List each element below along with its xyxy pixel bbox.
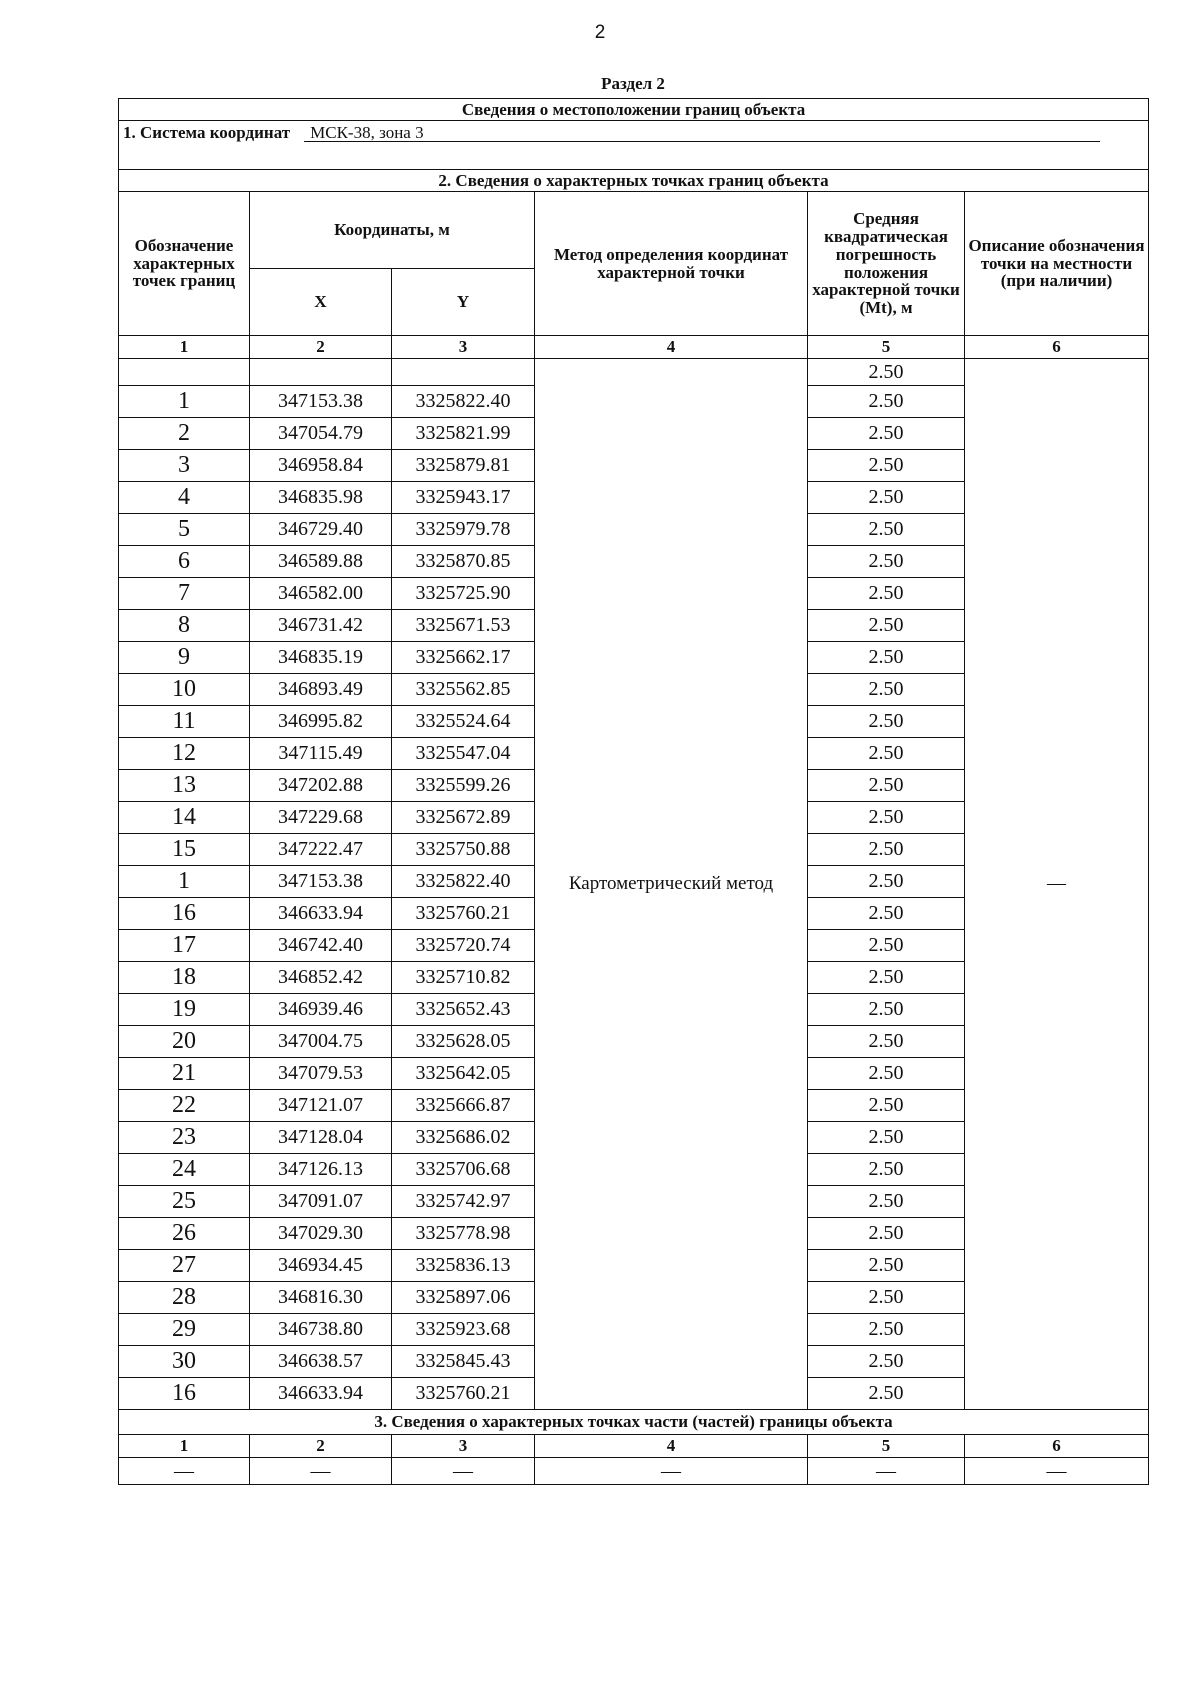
error-cell: 2.50 bbox=[808, 1314, 965, 1346]
dash-cell: — bbox=[965, 1458, 1149, 1485]
x-coordinate-cell: 347202.88 bbox=[250, 770, 392, 802]
error-cell: 2.50 bbox=[808, 1122, 965, 1154]
header-coords: Координаты, м bbox=[250, 192, 535, 269]
y-coordinate-cell: 3325710.82 bbox=[392, 962, 535, 994]
point-number-cell: 22 bbox=[119, 1090, 250, 1122]
error-cell: 2.50 bbox=[808, 546, 965, 578]
point-number-cell: 19 bbox=[119, 994, 250, 1026]
x-coordinate-cell: 347029.30 bbox=[250, 1218, 392, 1250]
point-number-cell: 16 bbox=[119, 1378, 250, 1410]
error-cell: 2.50 bbox=[808, 514, 965, 546]
error-cell: 2.50 bbox=[808, 359, 965, 386]
header-description: Описание обозначения точки на местности (при наличии) bbox=[965, 192, 1149, 336]
x-coordinate-cell: 347153.38 bbox=[250, 866, 392, 898]
error-cell: 2.50 bbox=[808, 898, 965, 930]
error-cell: 2.50 bbox=[808, 386, 965, 418]
point-number-cell: 21 bbox=[119, 1058, 250, 1090]
y-coordinate-cell: 3325845.43 bbox=[392, 1346, 535, 1378]
y-coordinate-cell: 3325760.21 bbox=[392, 1378, 535, 1410]
point-number-cell: 13 bbox=[119, 770, 250, 802]
error-cell: 2.50 bbox=[808, 994, 965, 1026]
x-coordinate-cell: 347121.07 bbox=[250, 1090, 392, 1122]
point-number-cell: 18 bbox=[119, 962, 250, 994]
column-number: 4 bbox=[535, 1435, 808, 1458]
point-number-cell: 4 bbox=[119, 482, 250, 514]
y-coordinate-cell: 3325742.97 bbox=[392, 1186, 535, 1218]
empty-cell bbox=[119, 359, 250, 386]
error-cell: 2.50 bbox=[808, 578, 965, 610]
error-cell: 2.50 bbox=[808, 1186, 965, 1218]
point-number-cell: 6 bbox=[119, 546, 250, 578]
error-cell: 2.50 bbox=[808, 674, 965, 706]
error-cell: 2.50 bbox=[808, 866, 965, 898]
error-cell: 2.50 bbox=[808, 1218, 965, 1250]
y-coordinate-cell: 3325652.43 bbox=[392, 994, 535, 1026]
y-coordinate-cell: 3325642.05 bbox=[392, 1058, 535, 1090]
point-number-cell: 1 bbox=[119, 866, 250, 898]
x-coordinate-cell: 346852.42 bbox=[250, 962, 392, 994]
column-number: 2 bbox=[250, 336, 392, 359]
x-coordinate-cell: 347222.47 bbox=[250, 834, 392, 866]
y-coordinate-cell: 3325760.21 bbox=[392, 898, 535, 930]
y-coordinate-cell: 3325524.64 bbox=[392, 706, 535, 738]
point-number-cell: 28 bbox=[119, 1282, 250, 1314]
error-cell: 2.50 bbox=[808, 706, 965, 738]
y-coordinate-cell: 3325870.85 bbox=[392, 546, 535, 578]
error-cell: 2.50 bbox=[808, 1026, 965, 1058]
column-number: 6 bbox=[965, 336, 1149, 359]
point-number-cell: 8 bbox=[119, 610, 250, 642]
x-coordinate-cell: 346589.88 bbox=[250, 546, 392, 578]
point-number-cell: 9 bbox=[119, 642, 250, 674]
y-coordinate-cell: 3325562.85 bbox=[392, 674, 535, 706]
x-coordinate-cell: 346958.84 bbox=[250, 450, 392, 482]
point-number-cell: 14 bbox=[119, 802, 250, 834]
point-number-cell: 7 bbox=[119, 578, 250, 610]
y-coordinate-cell: 3325822.40 bbox=[392, 866, 535, 898]
y-coordinate-cell: 3325720.74 bbox=[392, 930, 535, 962]
method-cell: Картометрический метод bbox=[535, 359, 808, 1410]
column-number: 6 bbox=[965, 1435, 1149, 1458]
point-number-cell: 23 bbox=[119, 1122, 250, 1154]
error-cell: 2.50 bbox=[808, 1090, 965, 1122]
coord-system-spacer bbox=[119, 145, 1149, 170]
x-coordinate-cell: 346731.42 bbox=[250, 610, 392, 642]
point-number-cell: 20 bbox=[119, 1026, 250, 1058]
error-cell: 2.50 bbox=[808, 1378, 965, 1410]
column-number: 1 bbox=[119, 1435, 250, 1458]
description-cell: — bbox=[965, 359, 1149, 1410]
column-number: 5 bbox=[808, 336, 965, 359]
x-coordinate-cell: 347128.04 bbox=[250, 1122, 392, 1154]
x-coordinate-cell: 347004.75 bbox=[250, 1026, 392, 1058]
error-cell: 2.50 bbox=[808, 610, 965, 642]
x-coordinate-cell: 346835.19 bbox=[250, 642, 392, 674]
y-coordinate-cell: 3325547.04 bbox=[392, 738, 535, 770]
x-coordinate-cell: 346582.00 bbox=[250, 578, 392, 610]
dash-cell: — bbox=[119, 1458, 250, 1485]
x-coordinate-cell: 346729.40 bbox=[250, 514, 392, 546]
x-coordinate-cell: 347153.38 bbox=[250, 386, 392, 418]
point-number-cell: 16 bbox=[119, 898, 250, 930]
error-cell: 2.50 bbox=[808, 802, 965, 834]
y-coordinate-cell: 3325778.98 bbox=[392, 1218, 535, 1250]
point-number-cell: 27 bbox=[119, 1250, 250, 1282]
y-coordinate-cell: 3325599.26 bbox=[392, 770, 535, 802]
page-number: 2 bbox=[594, 22, 606, 43]
error-cell: 2.50 bbox=[808, 738, 965, 770]
point-number-cell: 3 bbox=[119, 450, 250, 482]
y-coordinate-cell: 3325897.06 bbox=[392, 1282, 535, 1314]
error-cell: 2.50 bbox=[808, 482, 965, 514]
column-number: 3 bbox=[392, 336, 535, 359]
header-y: Y bbox=[392, 269, 535, 336]
error-cell: 2.50 bbox=[808, 1058, 965, 1090]
error-cell: 2.50 bbox=[808, 1250, 965, 1282]
point-number-cell: 15 bbox=[119, 834, 250, 866]
dash-cell: — bbox=[808, 1458, 965, 1485]
error-cell: 2.50 bbox=[808, 642, 965, 674]
y-coordinate-cell: 3325879.81 bbox=[392, 450, 535, 482]
error-cell: 2.50 bbox=[808, 962, 965, 994]
x-coordinate-cell: 346742.40 bbox=[250, 930, 392, 962]
point-number-cell: 12 bbox=[119, 738, 250, 770]
y-coordinate-cell: 3325686.02 bbox=[392, 1122, 535, 1154]
x-coordinate-cell: 346738.80 bbox=[250, 1314, 392, 1346]
y-coordinate-cell: 3325943.17 bbox=[392, 482, 535, 514]
y-coordinate-cell: 3325821.99 bbox=[392, 418, 535, 450]
y-coordinate-cell: 3325750.88 bbox=[392, 834, 535, 866]
point-number-cell: 29 bbox=[119, 1314, 250, 1346]
y-coordinate-cell: 3325822.40 bbox=[392, 386, 535, 418]
coord-system-value: МСК-38, зона 3 bbox=[304, 124, 1100, 143]
empty-cell bbox=[250, 359, 392, 386]
section-title: Раздел 2 bbox=[601, 74, 665, 93]
y-coordinate-cell: 3325628.05 bbox=[392, 1026, 535, 1058]
point-number-cell: 11 bbox=[119, 706, 250, 738]
dash-cell: — bbox=[392, 1458, 535, 1485]
header-x: X bbox=[250, 269, 392, 336]
header-designation: Обозначение характерных точек границ bbox=[119, 192, 250, 336]
error-cell: 2.50 bbox=[808, 1282, 965, 1314]
dash-cell: — bbox=[535, 1458, 808, 1485]
error-cell: 2.50 bbox=[808, 1346, 965, 1378]
y-coordinate-cell: 3325671.53 bbox=[392, 610, 535, 642]
x-coordinate-cell: 346939.46 bbox=[250, 994, 392, 1026]
y-coordinate-cell: 3325672.89 bbox=[392, 802, 535, 834]
point-number-cell: 1 bbox=[119, 386, 250, 418]
error-cell: 2.50 bbox=[808, 930, 965, 962]
y-coordinate-cell: 3325662.17 bbox=[392, 642, 535, 674]
error-cell: 2.50 bbox=[808, 770, 965, 802]
header-error: Средняя квадратическая погрешность положения характерной точки (Mt), м bbox=[808, 192, 965, 336]
boundary-table bbox=[118, 98, 1149, 1485]
points-section-title: 2. Сведения о характерных точках границ объекта bbox=[119, 170, 1149, 192]
location-title: Сведения о местоположении границ объекта bbox=[119, 99, 1149, 121]
x-coordinate-cell: 347126.13 bbox=[250, 1154, 392, 1186]
x-coordinate-cell: 346816.30 bbox=[250, 1282, 392, 1314]
error-cell: 2.50 bbox=[808, 1154, 965, 1186]
header-method: Метод определения координат характерной точки bbox=[535, 192, 808, 336]
point-number-cell: 2 bbox=[119, 418, 250, 450]
x-coordinate-cell: 347229.68 bbox=[250, 802, 392, 834]
x-coordinate-cell: 346633.94 bbox=[250, 1378, 392, 1410]
x-coordinate-cell: 347115.49 bbox=[250, 738, 392, 770]
x-coordinate-cell: 347054.79 bbox=[250, 418, 392, 450]
x-coordinate-cell: 347091.07 bbox=[250, 1186, 392, 1218]
dash-cell: — bbox=[250, 1458, 392, 1485]
x-coordinate-cell: 346893.49 bbox=[250, 674, 392, 706]
empty-cell bbox=[392, 359, 535, 386]
point-number-cell: 10 bbox=[119, 674, 250, 706]
parts-section-title: 3. Сведения о характерных точках части (частей) границы объекта bbox=[119, 1410, 1149, 1435]
column-number: 3 bbox=[392, 1435, 535, 1458]
point-number-cell: 26 bbox=[119, 1218, 250, 1250]
error-cell: 2.50 bbox=[808, 834, 965, 866]
x-coordinate-cell: 346995.82 bbox=[250, 706, 392, 738]
error-cell: 2.50 bbox=[808, 418, 965, 450]
x-coordinate-cell: 347079.53 bbox=[250, 1058, 392, 1090]
y-coordinate-cell: 3325706.68 bbox=[392, 1154, 535, 1186]
point-number-cell: 17 bbox=[119, 930, 250, 962]
y-coordinate-cell: 3325923.68 bbox=[392, 1314, 535, 1346]
y-coordinate-cell: 3325979.78 bbox=[392, 514, 535, 546]
coord-system-row bbox=[119, 121, 1149, 146]
error-cell: 2.50 bbox=[808, 450, 965, 482]
x-coordinate-cell: 346638.57 bbox=[250, 1346, 392, 1378]
point-number-cell: 30 bbox=[119, 1346, 250, 1378]
coord-system-label: 1. Система координат bbox=[123, 122, 291, 142]
point-number-cell: 5 bbox=[119, 514, 250, 546]
column-number: 4 bbox=[535, 336, 808, 359]
y-coordinate-cell: 3325725.90 bbox=[392, 578, 535, 610]
y-coordinate-cell: 3325666.87 bbox=[392, 1090, 535, 1122]
point-number-cell: 25 bbox=[119, 1186, 250, 1218]
x-coordinate-cell: 346835.98 bbox=[250, 482, 392, 514]
x-coordinate-cell: 346633.94 bbox=[250, 898, 392, 930]
y-coordinate-cell: 3325836.13 bbox=[392, 1250, 535, 1282]
column-number: 5 bbox=[808, 1435, 965, 1458]
point-number-cell: 24 bbox=[119, 1154, 250, 1186]
column-number: 1 bbox=[119, 336, 250, 359]
x-coordinate-cell: 346934.45 bbox=[250, 1250, 392, 1282]
column-number: 2 bbox=[250, 1435, 392, 1458]
